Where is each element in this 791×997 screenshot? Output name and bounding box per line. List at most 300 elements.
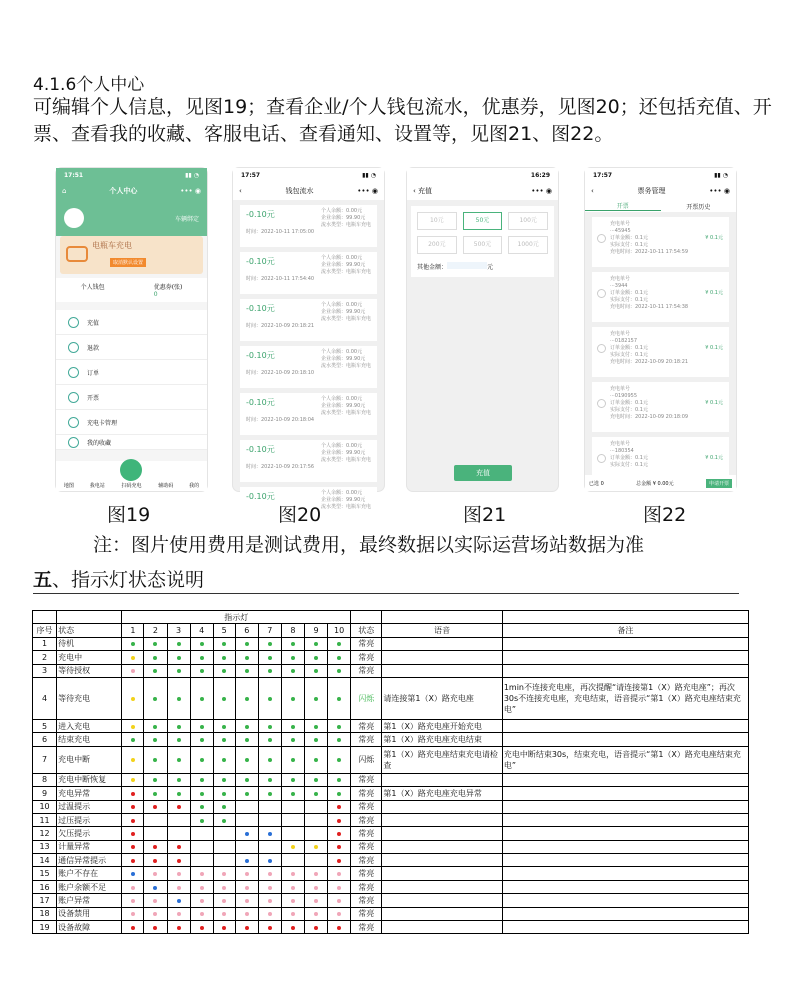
led-dot (268, 642, 272, 646)
led-dot (268, 669, 272, 673)
led-cell (304, 800, 327, 813)
led-cell (213, 921, 235, 934)
led-cell (167, 733, 190, 746)
led-cell (328, 651, 351, 664)
row-status-name: 待机 (57, 637, 122, 650)
led-state: 闪烁 (351, 746, 382, 773)
remark (502, 651, 748, 664)
led-cell (190, 813, 213, 826)
ticket-line: 实际支付：0.1元 (610, 407, 648, 413)
led-cell (328, 637, 351, 650)
detail-line: 企业余额：99.90元 (320, 262, 366, 268)
led-cell (167, 840, 190, 853)
led-dot (337, 926, 341, 930)
led-cell (304, 827, 327, 840)
column-header: 9 (304, 624, 327, 637)
led-dot (222, 656, 226, 660)
led-dot (222, 792, 226, 796)
led-dot (291, 912, 295, 916)
voice-prompt (382, 827, 502, 840)
led-dot (245, 899, 249, 903)
led-dot (291, 738, 295, 742)
table-row (33, 827, 749, 840)
ticket-price: ¥ 0.1元 (705, 455, 723, 461)
led-cell (304, 637, 327, 650)
led-dot (314, 758, 318, 762)
led-cell (328, 800, 351, 813)
detail-line: 个人余额：0.00元 (320, 349, 363, 355)
led-dot (314, 886, 318, 890)
entry-detail (321, 443, 371, 464)
led-dot (222, 697, 226, 701)
led-cell (144, 651, 167, 664)
voice-prompt: 请连接第1（X）路充电座 (382, 677, 502, 719)
ticket-price: ¥ 0.1元 (705, 235, 723, 241)
led-cell (235, 894, 258, 907)
remark (502, 664, 748, 677)
led-cell (144, 827, 167, 840)
table-row (33, 894, 749, 907)
blank-cell (351, 611, 382, 624)
led-cell (304, 921, 327, 934)
led-cell (144, 840, 167, 853)
led-cell (304, 773, 327, 786)
led-dot (222, 738, 226, 742)
row-number: 19 (33, 921, 57, 934)
remark: 充电中断结束30s，结束充电，语音提示“第1（X）路充电座结束充电” (502, 746, 748, 773)
table-row (33, 637, 749, 650)
led-cell (167, 664, 190, 677)
led-cell (144, 894, 167, 907)
entry-detail (321, 208, 371, 229)
detail-line: 企业余额：99.90元 (320, 450, 366, 456)
row-number: 9 (33, 787, 57, 800)
detail-line: 流水类型：电瓶车充电 (320, 410, 371, 416)
wallet-entry (240, 346, 377, 388)
led-cell (213, 907, 235, 920)
remark (502, 787, 748, 800)
remark (502, 880, 748, 893)
table-row (33, 664, 749, 677)
led-cell (328, 894, 351, 907)
led-dot (222, 872, 226, 876)
led-cell (144, 787, 167, 800)
ticket-item (592, 272, 729, 322)
detail-line: 企业余额：99.90元 (320, 497, 366, 503)
led-cell (258, 773, 281, 786)
voice-prompt (382, 907, 502, 920)
led-dot (337, 725, 341, 729)
led-dot (153, 642, 157, 646)
led-dot (245, 738, 249, 742)
led-dot (337, 912, 341, 916)
led-cell (304, 840, 327, 853)
led-dot (268, 656, 272, 660)
ticket-line: 订单金额：0.1元 (610, 235, 648, 241)
voice-prompt (382, 773, 502, 786)
led-cell (167, 880, 190, 893)
led-cell (213, 773, 235, 786)
led-cell (281, 840, 304, 853)
table-row (33, 867, 749, 880)
led-dot (153, 805, 157, 809)
led-dot (268, 832, 272, 836)
tab-bar: 地图 我电站 扫码充电 辅助码 我的 (56, 461, 207, 491)
led-cell (281, 746, 304, 773)
led-cell (258, 651, 281, 664)
led-cell (122, 894, 144, 907)
table-row (33, 800, 749, 813)
entry-detail (321, 490, 371, 511)
led-dot (245, 926, 249, 930)
row-status-name: 设备禁用 (57, 907, 122, 920)
entry-time: 时间：2022-10-11 17:54:40 (246, 276, 315, 282)
ticket-line: 订单金额：0.1元 (610, 400, 648, 406)
led-cell (190, 746, 213, 773)
led-cell (144, 637, 167, 650)
entry-amount: -0.10元 (246, 492, 275, 501)
row-status-name: 等待充电 (57, 677, 122, 719)
led-dot (153, 859, 157, 863)
column-header: 4 (190, 624, 213, 637)
remark (502, 921, 748, 934)
led-cell (167, 894, 190, 907)
led-dot (245, 859, 249, 863)
ticket-line: 充电单号 (610, 276, 631, 282)
row-status-name: 过温提示 (57, 800, 122, 813)
led-dot (177, 642, 181, 646)
select-radio (597, 344, 606, 353)
led-state: 常亮 (351, 637, 382, 650)
led-cell (213, 840, 235, 853)
led-cell (190, 840, 213, 853)
voice-prompt: 第1（X）路充电座开始充电 (382, 719, 502, 732)
led-dot (291, 642, 295, 646)
led-cell (190, 733, 213, 746)
detail-line: 流水类型：电瓶车充电 (320, 222, 371, 228)
led-state: 常亮 (351, 867, 382, 880)
led-dot (245, 642, 249, 646)
led-dot (245, 792, 249, 796)
led-cell (190, 773, 213, 786)
led-dot (177, 656, 181, 660)
led-dot (153, 738, 157, 742)
led-state: 闪烁 (351, 677, 382, 719)
led-cell (122, 854, 144, 867)
voice-prompt (382, 664, 502, 677)
led-cell (258, 813, 281, 826)
ticket-line: 充电单号 (610, 331, 631, 337)
ticket-line: 实际支付：0.1元 (610, 462, 648, 468)
led-cell (144, 867, 167, 880)
led-dot (200, 872, 204, 876)
led-dot (314, 872, 318, 876)
recharge-option[interactable]: 500元 (463, 236, 503, 254)
wallet-entry (240, 440, 377, 482)
led-cell (281, 827, 304, 840)
ticket-line: 充电单号 (610, 441, 631, 447)
led-dot (222, 725, 226, 729)
group-header: 指示灯 (122, 611, 351, 624)
led-dot (177, 738, 181, 742)
led-cell (304, 894, 327, 907)
led-cell (122, 719, 144, 732)
entry-detail (321, 302, 371, 323)
led-cell (122, 651, 144, 664)
row-number: 11 (33, 813, 57, 826)
led-cell (167, 773, 190, 786)
led-dot (291, 899, 295, 903)
led-state: 常亮 (351, 827, 382, 840)
detail-line: 企业余额：99.90元 (320, 403, 366, 409)
led-dot (200, 819, 204, 823)
led-cell (167, 827, 190, 840)
row-status-name: 设备故障 (57, 921, 122, 934)
led-cell (258, 719, 281, 732)
led-cell (281, 894, 304, 907)
voice-prompt (382, 651, 502, 664)
detail-line: 流水类型：电瓶车充电 (320, 316, 371, 322)
led-cell (258, 677, 281, 719)
led-dot (337, 758, 341, 762)
led-dot (153, 899, 157, 903)
detail-line: 个人余额：0.00元 (320, 443, 363, 449)
led-dot (131, 805, 135, 809)
led-dot (337, 792, 341, 796)
led-cell (190, 907, 213, 920)
led-state: 常亮 (351, 664, 382, 677)
led-cell (213, 867, 235, 880)
led-cell (258, 637, 281, 650)
caption-fig19: 图19 (107, 504, 151, 526)
led-cell (235, 746, 258, 773)
led-dot (314, 778, 318, 782)
led-cell (122, 880, 144, 893)
voice-prompt (382, 894, 502, 907)
avatar (64, 208, 84, 228)
ticket-line: 订单金额：0.1元 (610, 345, 648, 351)
led-dot (268, 738, 272, 742)
led-cell (235, 787, 258, 800)
ticket-line: 充电时间：2022-10-09 20:18:21 (610, 359, 689, 365)
row-number: 15 (33, 867, 57, 880)
led-cell (167, 813, 190, 826)
ticket-price: ¥ 0.1元 (705, 400, 723, 406)
detail-line: 个人余额：0.00元 (320, 396, 363, 402)
led-cell (235, 921, 258, 934)
row-status-name: 账户余额不足 (57, 880, 122, 893)
bind-vehicle-label: 车辆绑定 (174, 215, 199, 223)
led-cell (258, 921, 281, 934)
row-status-name: 通信异常提示 (57, 854, 122, 867)
led-cell (167, 719, 190, 732)
led-dot (314, 697, 318, 701)
ticket-line: 充电单号 (610, 221, 631, 227)
voice-prompt: 第1（X）路充电座结束充电请检查 (382, 746, 502, 773)
detail-line: 流水类型：电瓶车充电 (320, 457, 371, 463)
voice-prompt (382, 854, 502, 867)
led-dot (245, 912, 249, 916)
led-cell (281, 880, 304, 893)
intro-paragraph: 可编辑个人信息，见图19；查看企业/个人钱包流水，优惠券，见图20；还包括充值、开票、查看我的收藏、客服电话、查看通知、设置等，见图21、图22。 (33, 96, 772, 145)
table-row (33, 907, 749, 920)
led-dot (222, 758, 226, 762)
led-cell (235, 827, 258, 840)
led-cell (258, 854, 281, 867)
select-radio (597, 234, 606, 243)
led-state: 常亮 (351, 894, 382, 907)
led-cell (281, 787, 304, 800)
led-cell (281, 867, 304, 880)
led-cell (122, 907, 144, 920)
remark (502, 800, 748, 813)
led-cell (304, 651, 327, 664)
led-cell (235, 664, 258, 677)
recharge-option[interactable]: 200元 (417, 236, 457, 254)
led-cell (235, 840, 258, 853)
led-dot (314, 912, 318, 916)
led-cell (328, 840, 351, 853)
led-dot (291, 758, 295, 762)
led-dot (200, 899, 204, 903)
led-cell (304, 677, 327, 719)
led-dot (131, 697, 135, 701)
led-dot (222, 886, 226, 890)
led-dot (314, 792, 318, 796)
voice-prompt (382, 840, 502, 853)
row-number: 14 (33, 854, 57, 867)
led-cell (144, 880, 167, 893)
led-dot (222, 805, 226, 809)
remark (502, 827, 748, 840)
led-cell (258, 880, 281, 893)
led-cell (122, 800, 144, 813)
entry-time: 时间：2022-10-09 20:18:21 (246, 323, 315, 329)
recharge-option[interactable]: 1000元 (508, 236, 548, 254)
led-cell (328, 867, 351, 880)
blank-cell (502, 611, 748, 624)
led-cell (328, 733, 351, 746)
led-dot (268, 872, 272, 876)
scooter-icon (66, 246, 88, 262)
led-cell (281, 733, 304, 746)
banner: 电瓶车充电 取消默认设置 (60, 236, 203, 274)
table-row (33, 773, 749, 786)
entry-amount: -0.10元 (246, 351, 275, 360)
column-header: 7 (258, 624, 281, 637)
led-dot (200, 656, 204, 660)
led-cell (235, 637, 258, 650)
entry-amount: -0.10元 (246, 210, 275, 219)
led-cell (281, 813, 304, 826)
led-cell (304, 719, 327, 732)
led-dot (177, 669, 181, 673)
led-cell (328, 746, 351, 773)
table-row (33, 840, 749, 853)
led-dot (337, 845, 341, 849)
led-dot (245, 758, 249, 762)
led-cell (144, 813, 167, 826)
entry-amount: -0.10元 (246, 304, 275, 313)
led-dot (131, 669, 135, 673)
led-cell (213, 677, 235, 719)
led-cell (304, 664, 327, 677)
led-dot (337, 738, 341, 742)
ticket-line: 订单金额：0.1元 (610, 455, 648, 461)
led-dot (131, 656, 135, 660)
led-dot (245, 872, 249, 876)
led-dot (200, 725, 204, 729)
entry-detail (321, 396, 371, 417)
led-dot (314, 656, 318, 660)
voice-prompt (382, 880, 502, 893)
led-dot (222, 669, 226, 673)
recharge-option[interactable]: 100元 (508, 212, 548, 230)
led-dot (337, 778, 341, 782)
led-cell (235, 733, 258, 746)
led-cell (190, 677, 213, 719)
status-time: 17:51 (64, 171, 84, 179)
led-cell (144, 800, 167, 813)
led-dot (153, 792, 157, 796)
led-dot (291, 778, 295, 782)
led-cell (122, 677, 144, 719)
row-number: 5 (33, 719, 57, 732)
blank-cell (382, 611, 502, 624)
led-dot (153, 758, 157, 762)
led-dot (291, 656, 295, 660)
led-cell (213, 637, 235, 650)
recharge-option[interactable]: 50元 (463, 212, 503, 230)
led-dot (153, 926, 157, 930)
led-dot (245, 832, 249, 836)
led-dot (153, 886, 157, 890)
led-dot (131, 778, 135, 782)
column-header: 8 (281, 624, 304, 637)
led-dot (291, 725, 295, 729)
entry-time: 时间：2022-10-09 20:18:04 (246, 417, 315, 423)
led-cell (144, 719, 167, 732)
wallet-entry (240, 252, 377, 294)
caption-fig21: 图21 (463, 504, 507, 526)
led-dot (291, 872, 295, 876)
row-status-name: 充电异常 (57, 787, 122, 800)
led-state: 常亮 (351, 880, 382, 893)
ticket-price: ¥ 0.1元 (705, 290, 723, 296)
led-cell (304, 907, 327, 920)
led-dot (131, 872, 135, 876)
led-cell (304, 787, 327, 800)
led-cell (328, 787, 351, 800)
ticket-item (592, 327, 729, 377)
led-cell (235, 813, 258, 826)
led-dot (177, 872, 181, 876)
column-header: 5 (213, 624, 235, 637)
detail-line: 企业余额：99.90元 (320, 309, 366, 315)
led-cell (258, 894, 281, 907)
recharge-button: 充值 (454, 465, 512, 481)
led-cell (328, 813, 351, 826)
led-cell (258, 867, 281, 880)
led-dot (131, 819, 135, 823)
led-cell (281, 921, 304, 934)
row-number: 6 (33, 733, 57, 746)
recharge-option[interactable]: 10元 (417, 212, 457, 230)
led-dot (200, 738, 204, 742)
led-cell (235, 719, 258, 732)
led-cell (213, 787, 235, 800)
led-cell (122, 867, 144, 880)
